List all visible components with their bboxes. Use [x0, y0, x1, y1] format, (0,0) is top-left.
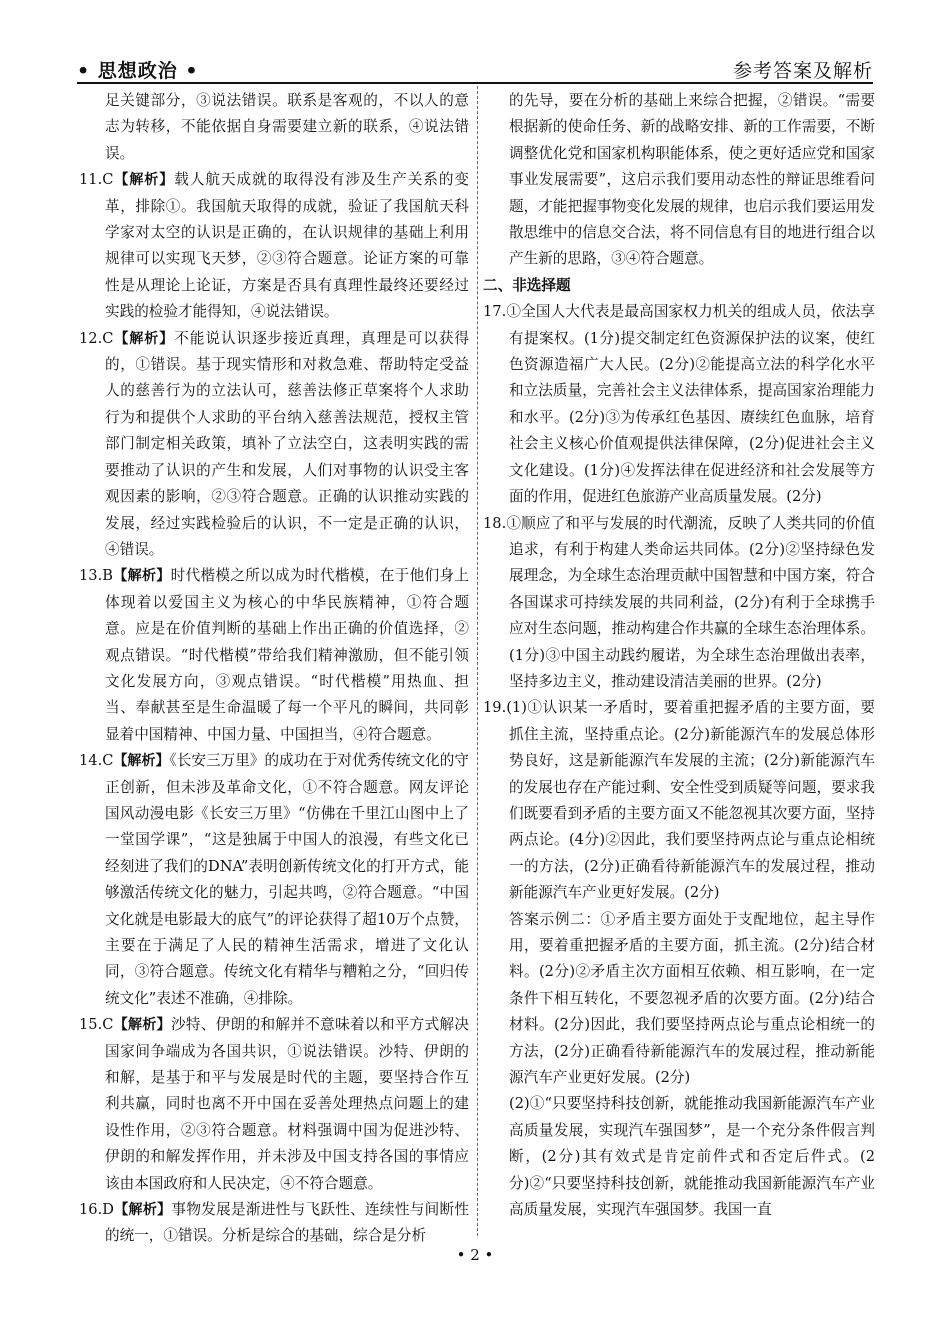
analysis-tag: 【解析】	[113, 330, 175, 347]
answer-16	[79, 1197, 469, 1250]
answer-text: 沙特、伊朗的和解并不意味着以和平方式解决国家间争端成为各国共识，①说法错误。沙特、伊朗的和解，是基于和平与发展是时代的主题，要坚持合作互利共赢，同时也离不开中国在妥善处理热点问题上的建设性作用，②③符合题意。材料强调中国为促进沙特、伊朗的和解发挥作用，并未涉及中国支持各国的事情应该由本国政府和人民决定，④不符合题意。	[105, 1016, 469, 1192]
answer-number: 14.C	[79, 752, 114, 770]
right-column	[483, 88, 875, 1223]
column-divider	[477, 86, 478, 1236]
answer-19-part-two: (2)①“只要坚持科技创新，就能推动我国新能源汽车产业高质量发展，实现汽车强国梦”，是一个充分条件假言判断，(2分)其有效式是肯定前件式和否定后件式。(2分)②“只要坚持科技创新，就能推动我国新能源汽车产业高质量发展，实现汽车强国梦。我国一直	[509, 1095, 875, 1219]
header-rule	[77, 82, 873, 84]
answer-text: 事物发展是渐进性与飞跃性、连续性与间断性的统一，①错误。分析是综合的基础，综合是分析	[105, 1201, 469, 1245]
answer-19-example-two: 答案示例二：①矛盾主要方面处于支配地位，起主导作用，要着重把握矛盾的主要方面，抓主流。(2分)结合材料。(2分)②矛盾主次方面相互依赖、相互影响，在一定条件下相互转化，不要忽视矛盾的次要方面。(2分)结合材料。(2分)因此，我们要坚持两点论与重点论相统一的方法，(2分)正确看待新能源汽车的发展过程，推动新能源汽车产业更好发展。(2分)	[509, 910, 875, 1087]
answer-number: 18.	[483, 514, 507, 532]
q10-continuation: 足关键部分，③说法错误。联系是客观的，不以人的意志为转移，不能依据自身需要建立新的联系，④说法错误。	[105, 92, 469, 162]
page-header	[77, 50, 873, 80]
analysis-tag: 【解析】	[112, 568, 171, 585]
answer-12	[79, 326, 469, 564]
answer-text: ①全国人大代表是最高国家权力机关的组成人员，依法享有提案权。(1分)提交制定红色资源保护法的议案，使红色资源造福广大人民。(2分)②能提高立法的科学化水平和立法质量，完善社会主义法律体系，提高国家治理能力和水平。(2分)③为传承红色基因、赓续红色血脉，培育社会主义核心价值观提供法律保障，(2分)促进社会主义文化建设。(1分)④发挥法律在促进经济和社会发展等方面的作用，促进红色旅游产业高质量发展。(2分)	[506, 303, 875, 506]
analysis-tag: 【解析】	[113, 172, 175, 189]
answer-13	[79, 563, 469, 748]
answer-text: 《长安三万里》的成功在于对优秀传统文化的守正创新，但未涉及革命文化，①不符合题意。网友评论国风动漫电影《长安三万里》“仿佛在千里江山图中上了一堂国学课”，“这是独属于中国人的浪漫，有些文化已经刻进了我们的DNA”表明创新传统文化的打开方式，能够激活传统文化的魅力，引起共鸣，②符合题意。“中国文化就是电影最大的底气”的评论获得了超10万个点赞，主要在于满足了人民的精神生活需求，增进了文化认同，③符合题意。传统文化有精华与糟粕之分，“回归传统文化”表述不准确，④排除。	[105, 752, 470, 1007]
answer-number: 17.	[483, 303, 507, 321]
page-number: • 2 •	[456, 1246, 494, 1264]
analysis-tag: 【解析】	[113, 1017, 171, 1034]
answer-17	[483, 299, 875, 510]
answer-number: 15.C	[79, 1016, 114, 1034]
analysis-tag: 【解析】	[113, 1202, 172, 1219]
answer-number: 11.C	[79, 171, 114, 189]
answer-18	[483, 511, 875, 696]
answer-number: 19.	[483, 699, 507, 717]
subject-label: • 思想政治 •	[77, 60, 199, 82]
answer-16-continuation: 的先导，要在分析的基础上来综合把握，②错误。“需要根据新的使命任务、新的战略安排、新的工作需要，不断调整优化党和国家机构职能体系，使之更好适应党和国家事业发展需要”，这启示我们要用动态性的辩证思维看问题，才能把握事物变化发展的规律，也启示我们要运用发散思维中的信息交合法，将不同信息有目的地进行组合以产生新的思路，③④符合题意。	[509, 92, 875, 268]
answer-15	[79, 1012, 469, 1197]
analysis-tag: 【解析】	[113, 753, 170, 770]
section-heading: 二、非选择题	[483, 276, 571, 294]
answer-number: 16.D	[79, 1201, 114, 1219]
answer-number: 12.C	[79, 329, 114, 347]
answer-text: 载人航天成就的取得没有涉及生产关系的变革，排除①。我国航天取得的成就，验证了我国航天科学家对太空的认识是正确的，在认识规律的基础上利用规律可以实现飞天梦，②③符合题意。论证方案的可靠性是从理论上论证，方案是否具有真理性最终还要经过实践的检验才能得知，④说法错误。	[105, 171, 469, 321]
header-title: 参考答案及解析	[732, 60, 873, 82]
answer-14	[79, 748, 469, 1012]
answer-19	[483, 695, 875, 906]
answer-text: ①顺应了和平与发展的时代潮流，反映了人类共同的价值追求，有利于构建人类命运共同体。(2分)②坚持绿色发展理念，为全球生态治理贡献中国智慧和中国方案，符合各国谋求可持续发展的共同利益，(2分)有利于全球携手应对生态问题，推动构建合作共赢的全球生态治理体系。(1分)③中国主动践约履诺，为全球生态治理做出表率，坚持多边主义，推动建设清洁美丽的世界。(2分)	[506, 514, 875, 690]
answer-text: 时代楷模之所以成为时代楷模，在于他们身上体现着以爱国主义为核心的中华民族精神，①符合题意。应是在价值判断的基础上作出正确的价值选择，②观点错误。“时代楷模”带给我们精神激励，但不能引领文化发展方向，③观点错误。“时代楷模”用热血、担当、奉献甚至是生命温暖了每一个平凡的瞬间，共同彰显着中国精神、中国力量、中国担当，④符合题意。	[105, 567, 469, 743]
left-column	[79, 88, 469, 1250]
answer-11	[79, 167, 469, 325]
answer-number: 13.B	[79, 567, 113, 585]
answer-text: 不能说认识逐步接近真理，真理是可以获得的，①错误。基于现实情形和对救急难、帮助特定受益人的慈善行为的立法认可，慈善法修正草案将个人求助行为和提供个人求助的平台纳入慈善法规范，授权主管部门制定相关政策，填补了立法空白，这表明实践的需要推动了认识的产生和发展，人们对事物的认识受主客观因素的影响，②③符合题意。正确的认识推动实践的发展，经过实践检验后的认识，不一定是正确的认识，④错误。	[105, 329, 469, 558]
answer-text: (1)①认识某一矛盾时，要着重把握矛盾的主要方面，要抓住主流，坚持重点论。(2分)新能源汽车的发展总体形势良好，这是新能源汽车发展的主流；(2分)新能源汽车的发展也存在产能过剩、安全性受到质疑等问题，要求我们既要看到矛盾的主要方面又不能忽视其次要方面，坚持两点论。(4分)②因此，我们要坚持两点论与重点论相统一的方法，(2分)正确看待新能源汽车的发展过程，推动新能源汽车产业更好发展。(2分)	[506, 699, 875, 902]
